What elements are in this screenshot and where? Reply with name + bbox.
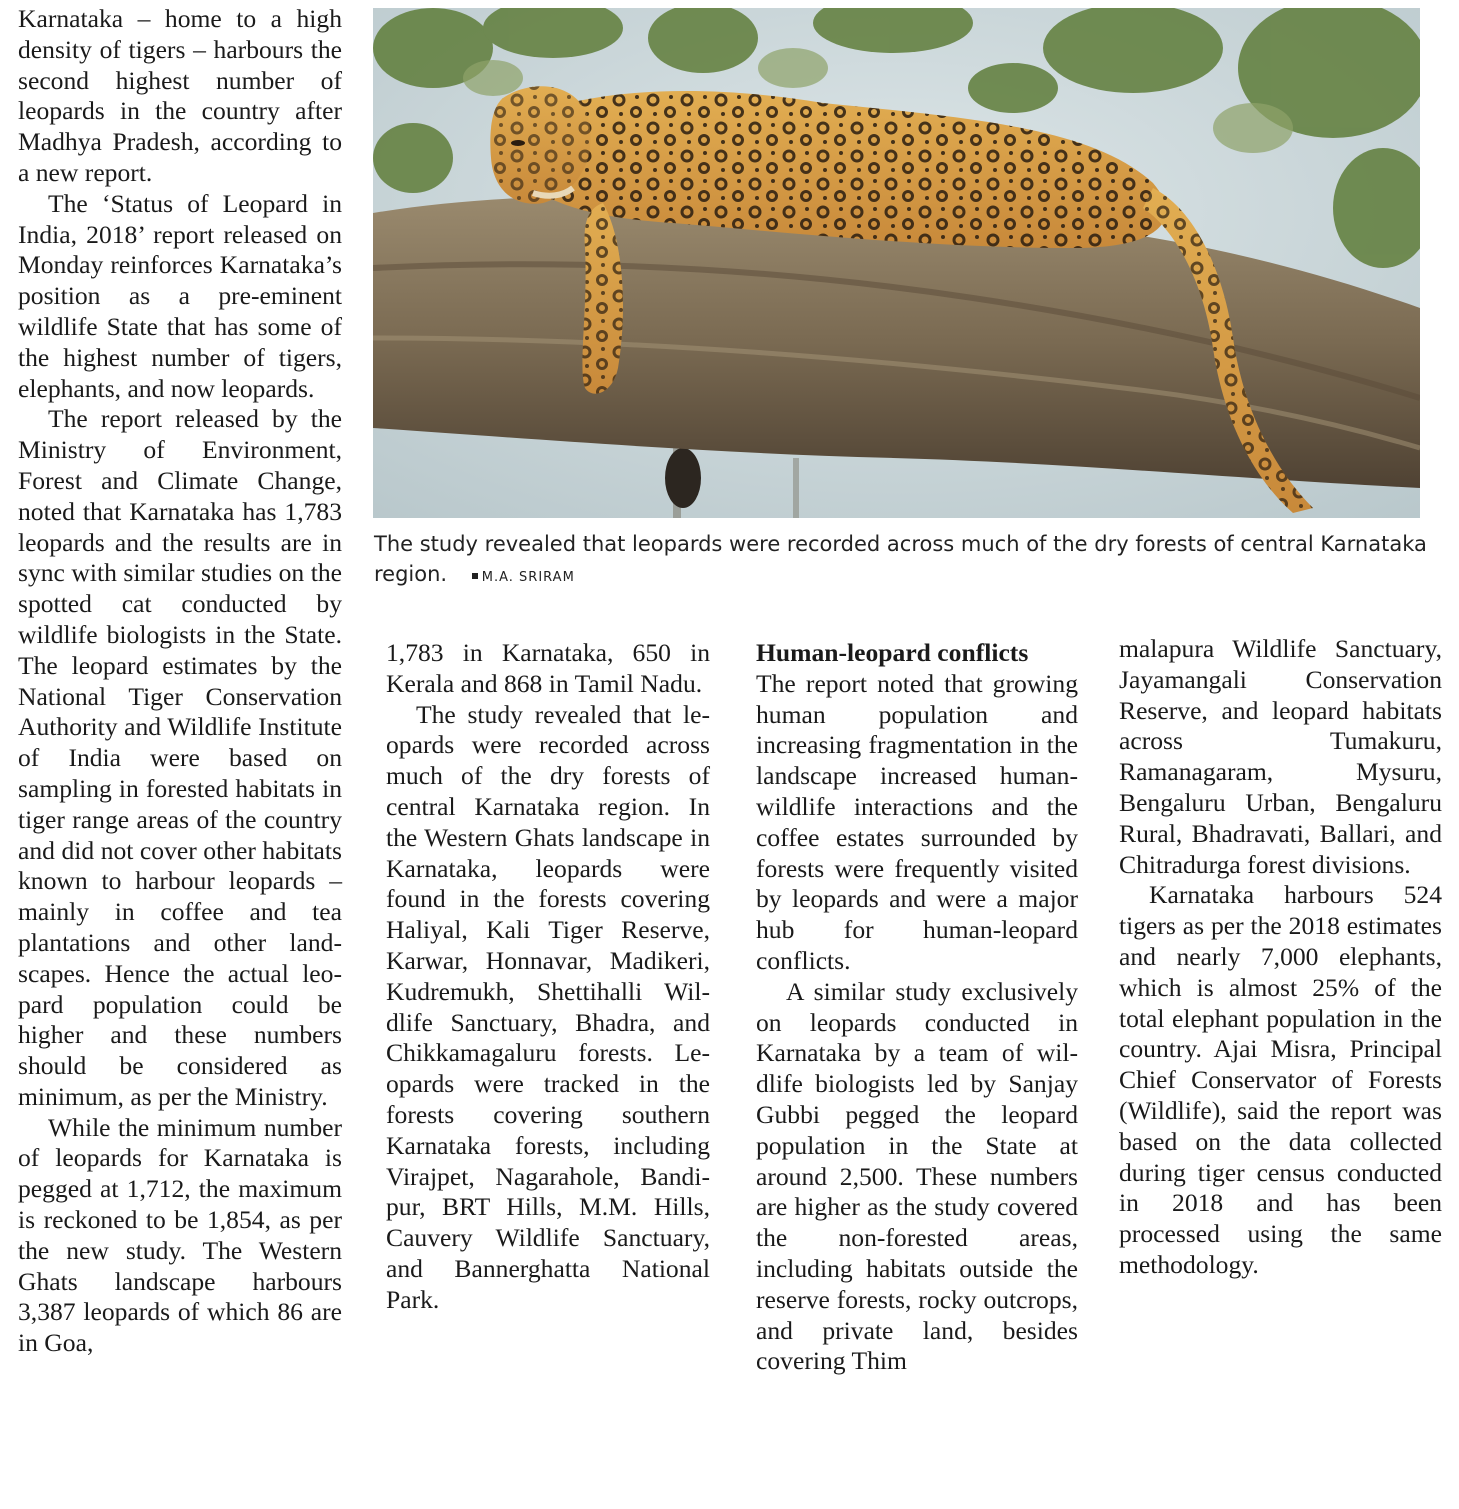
leopard-photo — [373, 8, 1420, 518]
credit-square-icon — [472, 573, 478, 579]
article-column-1 — [18, 4, 342, 1359]
paragraph: malapura Wildlife Sanctuary, Jayamangali Conservation Reserve, and leopard habitats across Tumakuru, Ramanagaram, Mysuru, Bengaluru Urban, Bengaluru Rural, Bhadravati, Ballari, and Chitradurga forest divisions. — [1119, 634, 1442, 879]
paragraph: The ‘Status of Leopard in India, 2018’ report released on Monday reinforces Karnataka’s position as a pre-eminent wildlife State that has some of the highest number of tigers, elephants, and now leopards. — [18, 188, 342, 403]
photo-caption — [374, 529, 1434, 593]
paragraph: Karnataka harbours 524 tigers as per the 2018 estimates and nearly 7,000 elephants, which is almost 25% of the total elephant population in the country. Ajai Misra, Principal Chief Conservator of Forests (Wildlife), said the report was based on the data collected during tiger census conducted in 2018 and has been processed using the same methodology. — [1119, 880, 1442, 1279]
credit-text: M.A. SRIRAM — [481, 570, 575, 585]
caption-text: The study revealed that leopards were recorded across much of the dry forests of central Karnataka region. — [374, 532, 1427, 586]
article-column-2 — [386, 638, 710, 1316]
section-heading: Human-leopard conflicts — [756, 638, 1029, 667]
paragraph: The study revealed that leopards were recorded across much of the dry forests of central Karnataka region. In the Western Ghats landscape in Karnataka, leopards were found in the forests covering Haliyal, Kali Tiger Reserve, Karwar, Honnavar, Madikeri, Kudremukh, Shettihalli Wildlife Sanctuary, Bhadra, and Chikkamagaluru forests. Leopards were tracked in the forests covering southern Karnataka forests, including Virajpet, Nagarahole, Bandipur, BRT Hills, M.M. Hills, Cauvery Wildlife Sanctuary, and Bannerghatta National Park. — [386, 699, 710, 1314]
article-column-3 — [756, 638, 1078, 1377]
article-column-4 — [1119, 634, 1442, 1281]
paragraph: The report released by the Ministry of Environment, Forest and Climate Change, noted that Karnataka has 1,783 leopards and the results are in sync with similar studies on the spotted cat conducted by wildlife biologists in the State. The leopard estimates by the National Tiger Conservation Authority and Wildlife Institute of India were based on sampling in forested habitats in tiger range areas of the country and did not cover other habitats known to harbour leopards – mainly in coffee and tea plantations and other landscapes. Hence the actual leopard population could be higher and these numbers should be considered as minimum, as per the Ministry. — [18, 404, 342, 1111]
paragraph: While the minimum number of leopards for Karnataka is pegged at 1,712, the maximum is reckoned to be 1,854, as per the new study. The Western Ghats landscape harbours 3,387 leopards of which 86 are in Goa, — [18, 1112, 342, 1358]
photo-credit — [472, 570, 575, 585]
paragraph: Karnataka – home to a high density of tigers – harbours the second highest number of leopards in the country after Madhya Pradesh, according to a new report. — [18, 4, 342, 187]
paragraph: A similar study exclusively on leopards conducted in Karnataka by a team of wildlife biologists led by Sanjay Gubbi pegged the leopard population in the State at around 2,500. These numbers are higher as the study covered the non-forested areas, including habitats outside the reserve forests, rocky outcrops, and private land, besides covering Thim — [756, 976, 1078, 1376]
paragraph: 1,783 in Karnataka, 650 in Kerala and 868 in Tamil Nadu. — [386, 638, 710, 698]
paragraph: The report noted that growing human population and increasing fragmentation in the landscape increased human-wildlife interactions and the coffee estates surrounded by forests were frequently visited by leopards and were a major hub for human-leopard conflicts. — [756, 668, 1078, 975]
